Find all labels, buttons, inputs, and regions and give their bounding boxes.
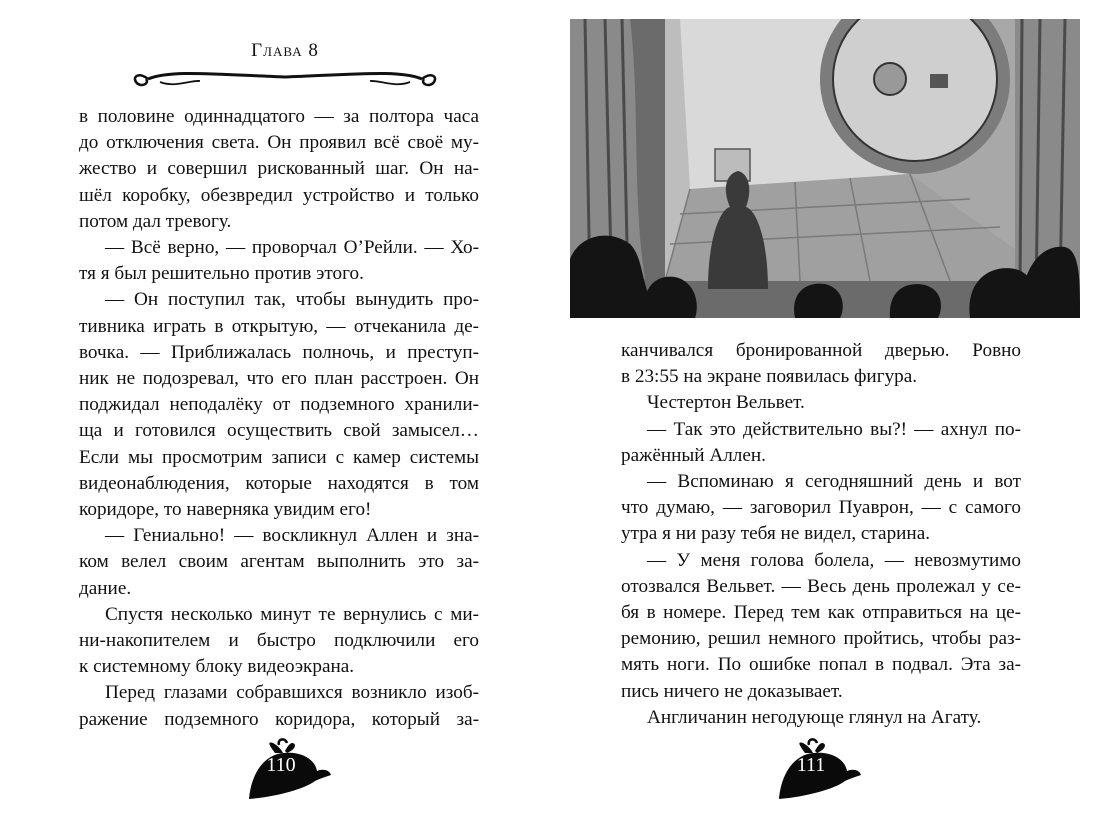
text-line: утра я ни разу тебя не видел, старина. xyxy=(621,523,931,545)
text-line: Перед глазами собравшихся возникло изоб- xyxy=(105,682,479,704)
text-line: что думаю, — заговорил Пуаврон, — с самого xyxy=(621,497,1021,519)
text-line: в половине одиннадцатого — за полтора часа xyxy=(79,106,479,127)
text-line: отозвался Вельвет. — Весь день пролежал у се- xyxy=(621,575,1021,597)
text-line: канчивался бронированной дверью. Ровно xyxy=(621,340,1021,361)
chapter-title: Глава 8 xyxy=(251,40,319,61)
text-line: до отключения света. Он проявил всё своё му- xyxy=(79,132,479,154)
text-line: Если мы просмотрим записи с камер системы xyxy=(79,446,479,468)
right-page-number-badge xyxy=(775,737,865,807)
text-line: тя я был решительно против этого. xyxy=(79,263,364,285)
left-page-text xyxy=(79,104,479,733)
vault-corridor-illustration xyxy=(570,19,1080,318)
text-line: — У меня голова болела, — невозмутимо xyxy=(647,549,1021,571)
text-line: ремонию, решил немного пройтись, чтобы раз- xyxy=(621,628,1021,650)
text-line: видеонаблюдения, которые находятся в том xyxy=(79,472,479,494)
text-line: в 23:55 на экране появилась фигура. xyxy=(621,366,918,388)
text-line: ни-накопителем и быстро подключили его xyxy=(79,630,479,652)
text-line: — Так это действительно вы?! — ахнул по- xyxy=(647,418,1021,440)
text-line: бя в номере. Перед тем как отправиться на це- xyxy=(621,602,1021,624)
page-number: 110 xyxy=(266,754,296,776)
text-line: ник не подозревал, что его план расстроен. Он xyxy=(79,368,479,390)
text-line: коридоре, то наверняка увидим его! xyxy=(79,499,372,521)
text-line: жество и совершил рискованный шаг. Он на- xyxy=(79,158,479,180)
right-page-text xyxy=(621,338,1021,731)
text-line: ща и готовился осуществить свой замысел… xyxy=(79,420,479,442)
text-line: к системному блоку видеоэкрана. xyxy=(79,656,355,678)
vault-wheel xyxy=(874,63,906,95)
text-line: ражение подземного коридора, который за- xyxy=(79,708,479,730)
text-line: вочка. — Приближалась полночь, и преступ- xyxy=(79,341,479,363)
text-line: пись ничего не доказывает. xyxy=(621,680,843,702)
text-line: поджидал неподалёку от подземного хранили- xyxy=(79,394,479,416)
left-page-number-badge xyxy=(245,737,335,807)
text-line: — Гениально! — воскликнул Аллен и зна- xyxy=(105,525,479,547)
text-line: потом дал тревогу. xyxy=(79,210,232,232)
text-line: тивника играть в открытую, — отчеканила де- xyxy=(79,315,479,337)
text-line: ком велел своим агентам выполнить это за- xyxy=(79,551,479,573)
text-line: ражённый Аллен. xyxy=(621,444,766,466)
illustration-drawing xyxy=(570,19,1080,318)
text-line: дание. xyxy=(79,577,132,599)
text-line: Честертон Вельвет. xyxy=(647,392,805,414)
page-number: 111 xyxy=(796,754,826,776)
chapter-header xyxy=(130,40,440,92)
text-line: Спустя несколько минут те вернулись с ми- xyxy=(105,603,479,625)
text-line: Англичанин негодующе глянул на Агату. xyxy=(647,706,982,728)
text-line: — Он поступил так, чтобы вынудить про- xyxy=(105,289,479,311)
flourish-divider-icon xyxy=(130,66,440,92)
text-line: шёл коробку, обезвредил устройство и только xyxy=(79,184,479,206)
text-line: — Всё верно, — проворчал О’Рейли. — Хо- xyxy=(105,237,479,259)
text-line: мять ноги. По ошибке попал в подвал. Эта за- xyxy=(621,654,1021,676)
text-line: — Вспоминаю я сегодняшний день и вот xyxy=(647,471,1021,493)
